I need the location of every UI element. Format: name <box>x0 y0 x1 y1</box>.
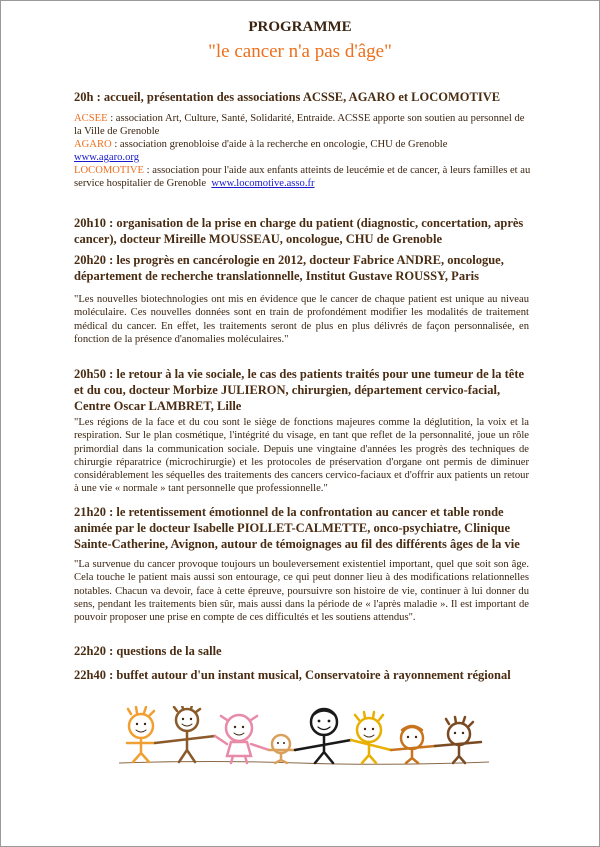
section-21h20-quote: "La survenue du cancer provoque toujours un bouleversement existentiel important, quel que soit son âge. Cela touche le patient mais aussi son entourage, ce qui peut donner lieu à des modifications relationnelles notables. Chacun va devoir, face à cette épreuve, poursuivre son histoire de vie, continuer à lui donner du sens, pendant les traitements bien sûr, mais aussi dans la période de « l'après maladie ». Il est important de pouvoir proposer une prise en compte de ces difficultés et les soutiens attendus". <box>74 559 529 624</box>
section-20h50-heading: 20h50 : le retour à la vie sociale, le cas des patients traités pour une tumeur de la tête et du cou, docteur Morbize JULIERON, chirurgien, département cervico-facial, Centre Oscar LAMBRET, Lille <box>74 367 525 413</box>
section-20h10-heading: 20h10 : organisation de la prise en charge du patient (diagnostic, concertation, après cancer), docteur Mireille MOUSSEAU, oncologue, CHU de Grenoble <box>74 216 524 246</box>
assoc-agaro <box>74 138 534 164</box>
child-black <box>295 709 351 763</box>
assoc-agaro-text: : association grenobloise d'aide à la recherche en oncologie, CHU de Grenoble <box>111 139 448 150</box>
child-small <box>269 735 295 763</box>
page-subtitle: "le cancer n'a pas d'âge" <box>208 41 392 62</box>
assoc-locomotive-text: : association pour l'aide aux enfants atteints de leucémie et de cancer, à leurs familles et au service hospitalier de Grenoble <box>74 165 531 189</box>
section-20h20-heading: 20h20 : les progrès en cancérologie en 2012, docteur Fabrice ANDRE, oncologue, département de recherche translationnelle, Institut Gustave ROUSSY, Paris <box>74 253 504 283</box>
section-20h-heading: 20h : accueil, présentation des associations ACSSE, AGARO et LOCOMOTIVE <box>74 90 501 104</box>
section-20h50-quote: "Les régions de la face et du cou sont le siège de fonctions majeures comme la déglutition, la voix et la respiration. Sur le plan cosmétique, l'intégrité du visage, en tant que reflet de la personnalité, joue un rôle primordial dans la communication sociale. Depuis une vingtaine d'années les progrès des techniques de chirurgie réparatrice (microchirurgie) et les protocoles de préservation d'organe ont permis de diminuer considérablement les séquelles des traitements des cancers cervico-faciaux et d'offrir aux patients un retour à une vie « normale » tant personnelle que professionnelle." <box>74 417 529 495</box>
section-21h20-heading: 21h20 : le retentissement émotionnel de la confrontation au cancer et table ronde animée par le docteur Isabelle PIOLLET-CALMETTE, onco-psychiatre, Clinique Sainte-Catherine, Avignon, autour de témoignages au fil des différents âges de la vie <box>74 505 520 551</box>
child-orange-brown <box>391 726 435 763</box>
section-20h20-quote: "Les nouvelles biotechnologies ont mis en évidence que le cancer de chaque patient est unique au niveau moléculaire. Ces nouvelles données sont en train de profondément modifier les modalités de traitement médical du cancer. En effet, les traitements seront de plus en plus délivrés de façon personnalisée, en fonction de la présence d'anomalies moléculaires." <box>74 294 529 345</box>
assoc-locomotive <box>74 164 534 190</box>
assoc-acsee-name: ACSEE <box>74 113 108 124</box>
assoc-agaro-name: AGARO <box>74 139 112 150</box>
locomotive-link[interactable]: www.locomotive.asso.fr <box>211 178 315 189</box>
section-22h40-heading: 22h40 : buffet autour d'un instant musical, Conservatoire à rayonnement régional <box>74 668 511 682</box>
section-22h20-heading: 22h20 : questions de la salle <box>74 644 222 658</box>
assoc-acsee-text: : association Art, Culture, Santé, Solidarité, Entraide. ACSSE apporte son soutien au personnel de la Ville de Grenoble <box>74 113 525 137</box>
assoc-locomotive-name: LOCOMOTIVE <box>74 165 145 176</box>
assoc-acsee <box>74 112 534 138</box>
child-brown <box>155 706 215 762</box>
agaro-link[interactable]: www.agaro.org <box>74 152 140 163</box>
children-holding-hands-illustration <box>119 706 489 766</box>
page-title: PROGRAMME <box>248 19 352 35</box>
child-dark-brown <box>435 717 481 763</box>
child-yellow <box>351 712 391 763</box>
child-orange <box>127 707 155 762</box>
child-pink <box>215 715 269 763</box>
